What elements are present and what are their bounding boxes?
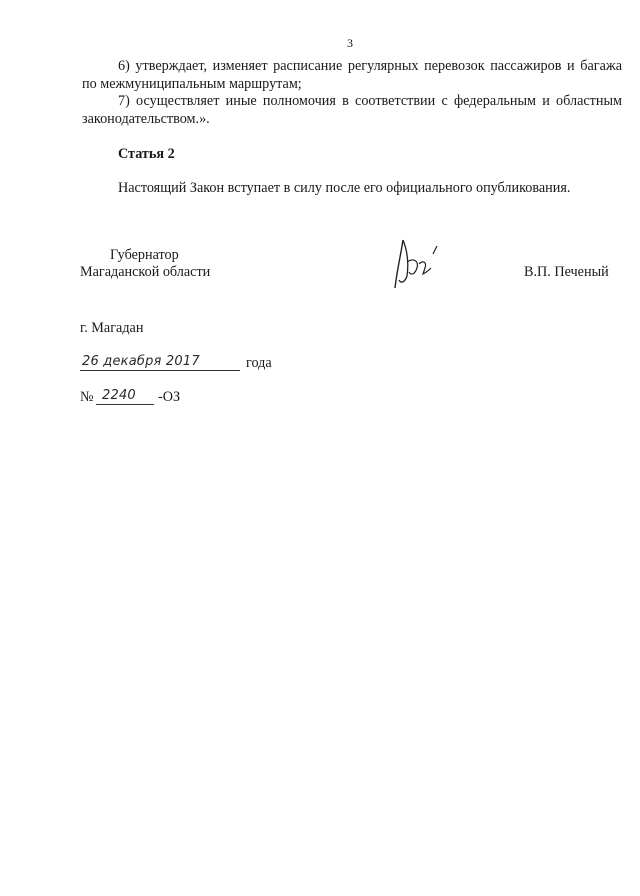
number-prefix: № bbox=[80, 389, 94, 405]
item-6-text: 6) утверждает, изменяет расписание регулярных перевозок пассажиров и багажа по межмуниципальным маршрутам; bbox=[82, 58, 622, 92]
place-of-signing: г. Магадан bbox=[80, 320, 144, 336]
item-7-text: 7) осуществляет иные полномочия в соответствии с федеральным и областным законодательством.». bbox=[82, 93, 622, 127]
article-2-text: Настоящий Закон вступает в силу после его официального опубликования. bbox=[118, 180, 571, 196]
page-number: 3 bbox=[347, 36, 353, 50]
article-2-heading: Статья 2 bbox=[118, 146, 175, 162]
handwritten-date: 26 декабря 2017 bbox=[82, 354, 200, 369]
date-suffix: года bbox=[246, 355, 272, 371]
number-underline bbox=[96, 404, 154, 405]
number-suffix: -ОЗ bbox=[158, 389, 181, 405]
list-item-7 bbox=[82, 93, 622, 128]
signature-image bbox=[385, 232, 455, 292]
list-item-6 bbox=[82, 58, 622, 93]
signatory-title-line1: Губернатор bbox=[110, 247, 179, 263]
signatory-title-line2: Магаданской области bbox=[80, 264, 211, 280]
date-underline bbox=[80, 370, 240, 371]
handwritten-law-number: 2240 bbox=[102, 388, 136, 403]
signatory-name: В.П. Печеный bbox=[524, 264, 609, 280]
